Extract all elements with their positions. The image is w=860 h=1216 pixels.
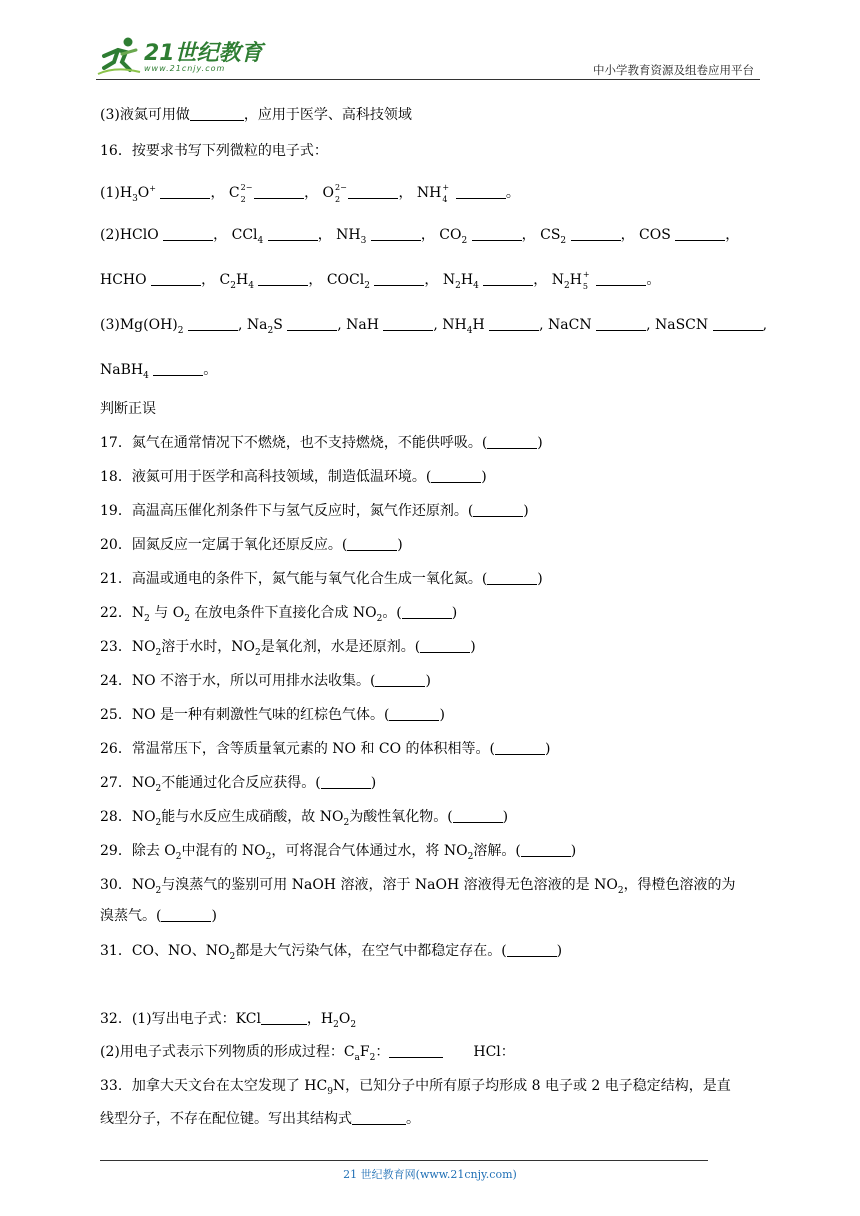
page-header (96, 34, 760, 78)
header-divider (96, 79, 760, 80)
q33-line2: 线型分子，不存在配位键。写出其结构式 。 (100, 1111, 420, 1127)
answer-blank[interactable] (352, 1110, 406, 1125)
q26: 26．常温常压下，含等质量氧元素的 NO 和 CO 的体积相等。( ) (100, 741, 551, 757)
q16-part3-line1: $(3)Mg(OH)_2$ , $Na_2S$ , NaH , $NH_4H$ , NaCN , NaSCN , (100, 317, 768, 336)
answer-blank[interactable] (151, 271, 201, 286)
q16-part1: $(1)H_3O^+$ ， C 2− 2 ， O 2− 2 ， NH + 4 。 (100, 183, 520, 204)
q32-part2: (2)用电子式表示下列物质的形成过程：$C_aF_2$： HCl： (100, 1044, 515, 1063)
answer-blank[interactable] (420, 638, 470, 653)
answer-blank[interactable] (473, 502, 523, 517)
answer-blank[interactable] (374, 271, 424, 286)
q30-line2: 溴蒸气。( ) (100, 908, 217, 924)
answer-blank[interactable] (472, 226, 522, 241)
answer-blank[interactable] (188, 316, 238, 331)
q19: 19．高温高压催化剂条件下与氢气反应时，氮气作还原剂。( ) (100, 503, 529, 519)
answer-blank[interactable] (190, 106, 244, 121)
answer-blank[interactable] (453, 808, 503, 823)
answer-blank[interactable] (287, 316, 337, 331)
q16-title: 16．按要求书写下列微粒的电子式： (100, 143, 328, 159)
q16-part2-line2: HCHO ， $C_2H_4$ ， COCl$_2$ ， $N_2H_4$ ， $N_2H$ + 5 。 (100, 270, 661, 291)
answer-blank[interactable] (713, 316, 763, 331)
answer-blank[interactable] (389, 1043, 443, 1058)
answer-blank[interactable] (521, 842, 571, 857)
q23: 23．$NO_2$溶于水时，$NO_2$是氧化剂，水是还原剂。( ) (100, 639, 476, 658)
footer-divider (100, 1160, 708, 1161)
q21: 21．高温或通电的条件下，氮气能与氧气化合生成一氧化氮。( ) (100, 571, 543, 587)
section-title: 判断正误 (100, 401, 156, 417)
q28: 28．$NO_2$能与水反应生成硝酸，故 $NO_2$为酸性氧化物。( ) (100, 809, 509, 828)
q31: 31．CO、NO、$NO_2$都是大气污染气体，在空气中都稳定存在。( ) (100, 943, 563, 962)
answer-blank[interactable] (571, 226, 621, 241)
answer-blank[interactable] (389, 706, 439, 721)
answer-blank[interactable] (507, 942, 557, 957)
answer-blank[interactable] (321, 774, 371, 789)
answer-blank[interactable] (258, 271, 308, 286)
q17: 17．氮气在通常情况下不燃烧，也不支持燃烧，不能供呼吸。( ) (100, 435, 543, 451)
answer-blank[interactable] (261, 1010, 307, 1025)
q22: 22．$N_2$ 与 $O_2$ 在放电条件下直接化合成 $NO_2$。( ) (100, 605, 458, 624)
answer-blank[interactable] (456, 184, 506, 199)
site-logo[interactable] (96, 34, 266, 78)
answer-blank[interactable] (163, 226, 213, 241)
answer-blank[interactable] (675, 226, 725, 241)
q18: 18．液氮可用于医学和高科技领域，制造低温环境。( ) (100, 469, 487, 485)
answer-blank[interactable] (495, 740, 545, 755)
q16-part2-line1: (2)HClO ， CCl$_4$ ， $NH_3$ ， $CO_2$ ， $CS_2$ ， COS ， (100, 227, 740, 246)
platform-title: 中小学教育资源及组卷应用平台 (593, 63, 754, 77)
answer-blank[interactable] (596, 271, 646, 286)
answer-blank[interactable] (483, 271, 533, 286)
q16-part3-line2: NaBH$_4$ 。 (100, 362, 218, 381)
answer-blank[interactable] (596, 316, 646, 331)
logo-url: www.21cnjy.com (144, 64, 226, 73)
q20: 20．固氮反应一定属于氧化还原反应。( ) (100, 537, 403, 553)
answer-blank[interactable] (487, 570, 537, 585)
q24: 24．NO 不溶于水，所以可用排水法收集。( ) (100, 673, 431, 689)
answer-blank[interactable] (431, 468, 481, 483)
answer-blank[interactable] (153, 361, 203, 376)
q25: 25．NO 是一种有刺激性气味的红棕色气体。( ) (100, 707, 445, 723)
answer-blank[interactable] (254, 184, 304, 199)
q15-part3: (3)液氮可用做 ，应用于医学、高科技领域 (100, 107, 412, 123)
answer-blank[interactable] (161, 907, 211, 922)
q33-line1: 33．加拿大天文台在太空发现了 $HC_9N$，已知分子中所有原子均形成 8 电子或 2 电子稳定结构，是直 (100, 1078, 731, 1097)
answer-blank[interactable] (402, 604, 452, 619)
answer-blank[interactable] (383, 316, 433, 331)
q32-part1: 32．(1)写出电子式：KCl ，$H_2O_2$ (100, 1011, 357, 1030)
q27: 27．$NO_2$不能通过化合反应获得。( ) (100, 775, 377, 794)
runner-logo-icon (96, 36, 142, 76)
answer-blank[interactable] (160, 184, 210, 199)
q29: 29．除去 $O_2$中混有的 $NO_2$，可将混合气体通过水，将 $NO_2$溶解。( ) (100, 843, 577, 862)
answer-blank[interactable] (371, 226, 421, 241)
answer-blank[interactable] (487, 434, 537, 449)
answer-blank[interactable] (268, 226, 318, 241)
answer-blank[interactable] (347, 536, 397, 551)
answer-blank[interactable] (348, 184, 398, 199)
footer-link[interactable]: 21 世纪教育网(www.21cnjy.com) (343, 1168, 517, 1181)
q30-line1: 30．$NO_2$与溴蒸气的鉴别可用 NaOH 溶液，溶于 NaOH 溶液得无色溶液的是 $NO_2$，得橙色溶液的为 (100, 877, 736, 896)
answer-blank[interactable] (489, 316, 539, 331)
answer-blank[interactable] (375, 672, 425, 687)
logo-text: 21世纪教育 (144, 41, 263, 66)
